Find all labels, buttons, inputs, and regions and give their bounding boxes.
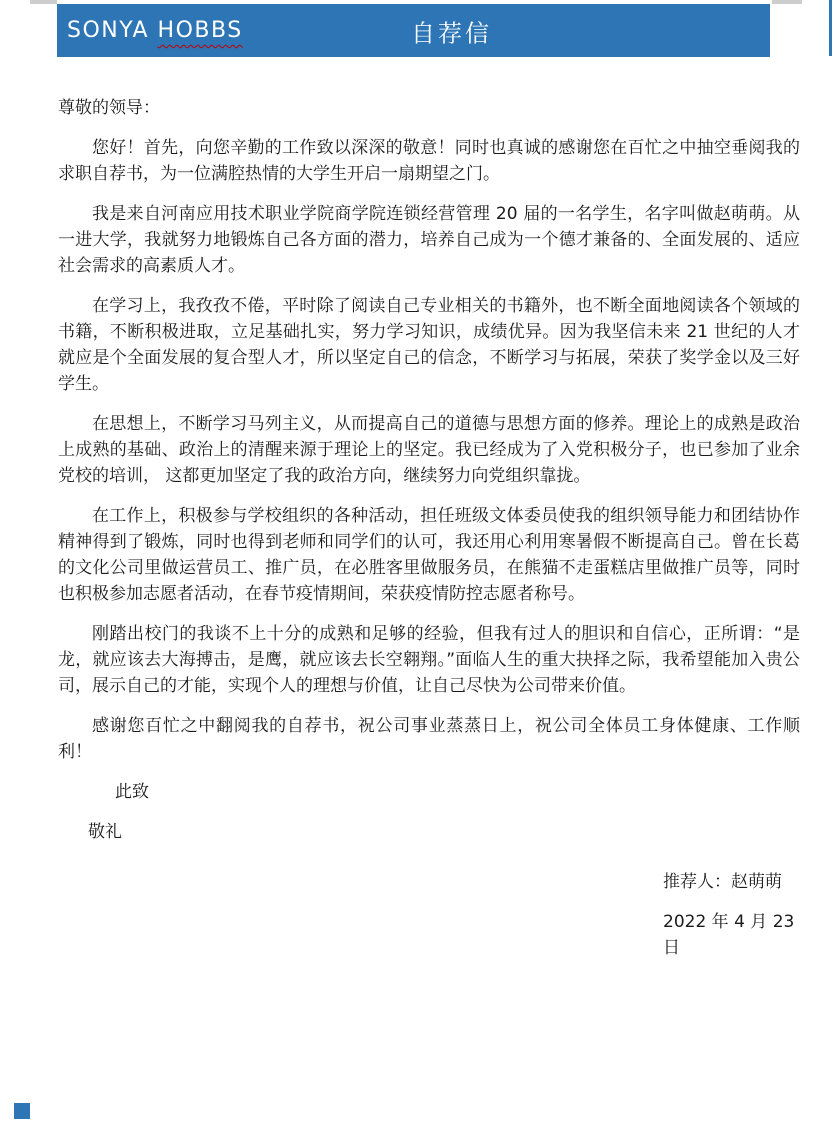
page-corner-marker bbox=[14, 1103, 30, 1119]
brand-name bbox=[67, 18, 243, 43]
document-title: 自荐信 bbox=[411, 19, 492, 47]
signature-block bbox=[663, 869, 795, 961]
recommender-line: 推荐人：赵萌萌 bbox=[663, 872, 782, 892]
letter-body[interactable] bbox=[58, 57, 800, 961]
letter-paragraph: 在工作上，积极参与学校组织的各种活动，担任班级文体委员使我的组织领导能力和团结协作精神得到了锻炼，同时也得到老师和同学们的认可，我还用心利用寒暑假不断提高自己。曾在长葛的文化公司里做运营员工、推广员，在必胜客里做服务员，在熊猫不走蛋糕店里做推广员等，同时也积极参加志愿者活动，在春节疫情期间，荣获疫情防控志愿者称号。 bbox=[58, 506, 800, 604]
brand-name-first: SONYA bbox=[67, 18, 150, 43]
closing-jingli: 敬礼 bbox=[88, 822, 122, 842]
header-banner bbox=[57, 4, 770, 57]
closing-cizhi: 此致 bbox=[115, 782, 149, 802]
letter-paragraph: 感谢您百忙之中翻阅我的自荐书，祝公司事业蒸蒸日上，祝公司全体员工身体健康、工作顺利！ bbox=[58, 716, 800, 762]
paragraph-container bbox=[58, 135, 800, 765]
page-edge-fragment-left bbox=[30, 0, 57, 4]
page-edge-fragment-right bbox=[772, 0, 802, 4]
date-line: 2022 年 4 月 23 日 bbox=[663, 912, 795, 958]
letter-paragraph: 我是来自河南应用技术职业学院商学院连锁经营管理 20 届的一名学生，名字叫做赵萌萌。从一进大学，我就努力地锻炼自己各方面的潜力，培养自己成为一个德才兼备的、全面发展的、适应社会需求的高素质人才。 bbox=[58, 204, 800, 276]
letter-paragraph: 刚踏出校门的我谈不上十分的成熟和足够的经验，但我有过人的胆识和自信心，正所谓：“是龙，就应该去大海搏击，是鹰，就应该去长空翱翔。”面临人生的重大抉择之际，我希望能加入贵公司，展示自己的才能，实现个人的理想与价值，让自己尽快为公司带来价值。 bbox=[58, 624, 800, 696]
letter-paragraph: 您好！首先，向您辛勤的工作致以深深的敬意！同时也真诚的感谢您在百忙之中抽空垂阅我的求职自荐书，为一位满腔热情的大学生开启一扇期望之门。 bbox=[58, 138, 800, 184]
brand-name-last-spellcheck: HOBBS bbox=[157, 18, 243, 43]
letter-paragraph: 在学习上，我孜孜不倦，平时除了阅读自己专业相关的书籍外，也不断全面地阅读各个领域的书籍，不断积极进取，立足基础扎实，努力学习知识，成绩优异。因为我坚信未来 21 世纪的人才就应是个全面发展的复合型人才，所以坚定自己的信念，不断学习与拓展，荣获了奖学金以及三好学生。 bbox=[58, 296, 800, 394]
salutation: 尊敬的领导： bbox=[58, 98, 160, 118]
letter-paragraph: 在思想上，不断学习马列主义，从而提高自己的道德与思想方面的修养。理论上的成熟是政治上成熟的基础、政治上的清醒来源于理论上的坚定。我已经成为了入党积极分子，也已参加了业余党校的培训， 这都更加坚定了我的政治方向，继续努力向党组织靠拢。 bbox=[58, 414, 800, 486]
